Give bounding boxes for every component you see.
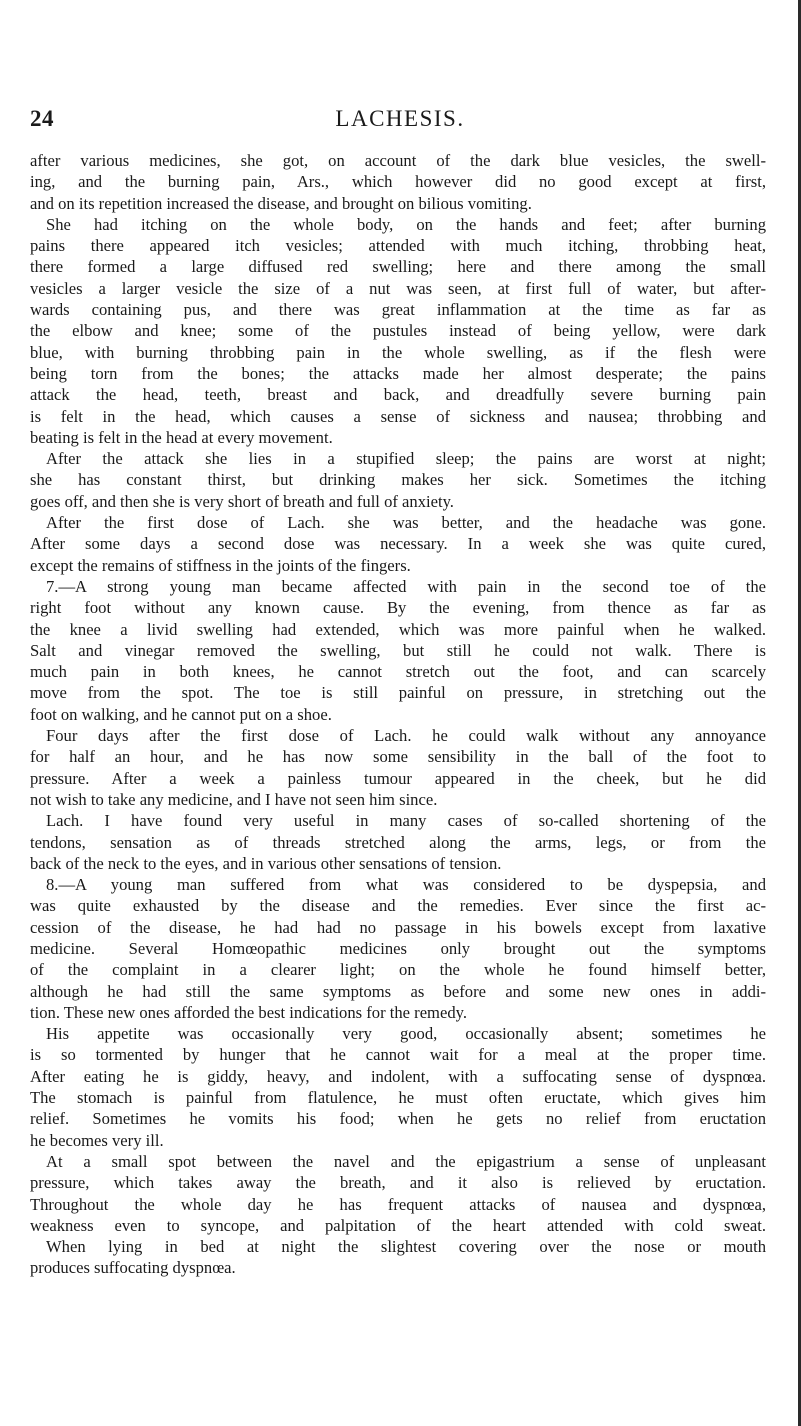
text-line: wards containing pus, and there was great inflammation at the time as far as [30, 300, 766, 320]
text-line: of the complaint in a clearer light; on the whole he found himself better, [30, 960, 766, 980]
text-line: the elbow and knee; some of the pustules instead of being yellow, were dark [30, 321, 766, 341]
text-line: goes off, and then she is very short of breath and full of anxiety. [30, 491, 454, 511]
text-line: weakness even to syncope, and palpitation of the heart attended with cold sweat. [30, 1215, 766, 1235]
text-line: pains there appeared itch vesicles; attended with much itching, throbbing heat, [30, 236, 766, 256]
text-line: being torn from the bones; the attacks made her almost desperate; the pains [30, 363, 766, 383]
text-line: After eating he is giddy, heavy, and indolent, with a suffocating sense of dyspnœa. [30, 1066, 766, 1086]
text-line: relief. Sometimes he vomits his food; when he gets no relief from eructation [30, 1109, 766, 1129]
text-line: after various medicines, she got, on account of the dark blue vesicles, the swell- [30, 151, 766, 170]
text-line: After some days a second dose was necessary. In a week she was quite cured, [30, 534, 766, 554]
text-line: much pain in both knees, he cannot stretch out the foot, and can scarcely [30, 662, 766, 682]
text-line: for half an hour, and he has now some sensibility in the ball of the foot to [30, 747, 766, 767]
text-line: vesicles a larger vesicle the size of a nut was seen, at first full of water, but after- [30, 278, 766, 298]
text-line: tion. These new ones afforded the best indications for the remedy. [30, 1002, 467, 1022]
text-line: he becomes very ill. [30, 1130, 164, 1150]
text-line: Four days after the first dose of Lach. he could walk without any annoyance [46, 726, 766, 746]
text-line: foot on walking, and he cannot put on a shoe. [30, 704, 332, 724]
text-line: right foot without any known cause. By the evening, from thence as far as [30, 598, 766, 618]
body-text [30, 150, 766, 1279]
text-line: not wish to take any medicine, and I have not seen him since. [30, 789, 438, 809]
text-line: 8.—A young man suffered from what was considered to be dyspepsia, and [46, 875, 766, 895]
text-line: the knee a livid swelling had extended, which was more painful when he walked. [30, 619, 766, 639]
text-line: she has constant thirst, but drinking makes her sick. Sometimes the itching [30, 470, 766, 490]
text-line: is so tormented by hunger that he cannot wait for a meal at the proper time. [30, 1045, 766, 1065]
text-line: ing, and the burning pain, Ars., which however did no good except at first, [30, 172, 766, 192]
text-line: The stomach is painful from flatulence, he must often eructate, which gives him [30, 1088, 766, 1108]
text-line: although he had still the same symptoms as before and some new ones in addi- [30, 981, 766, 1001]
text-line: beating is felt in the head at every movement. [30, 427, 333, 447]
text-line: 7.—A strong young man became affected with pain in the second toe of the [46, 576, 766, 596]
text-line: His appetite was occasionally very good, occasionally absent; sometimes he [46, 1024, 766, 1044]
text-line: produces suffocating dyspnœa. [30, 1258, 236, 1278]
text-line: At a small spot between the navel and the epigastrium a sense of unpleasant [46, 1151, 766, 1171]
text-line: move from the spot. The toe is still painful on pressure, in stretching out the [30, 683, 766, 703]
page-header [30, 106, 770, 140]
text-line: attack the head, teeth, breast and back, and dreadfully severe burning pain [30, 385, 766, 405]
text-line: pressure, which takes away the breath, and it also is relieved by eructation. [30, 1173, 766, 1193]
text-line: She had itching on the whole body, on the hands and feet; after burning [46, 214, 766, 234]
running-head: LACHESIS. [335, 106, 465, 131]
text-line: After the attack she lies in a stupified sleep; the pains are worst at night; [46, 449, 766, 469]
text-line: After the first dose of Lach. she was better, and the headache was gone. [46, 513, 766, 533]
text-line: Throughout the whole day he has frequent attacks of nausea and dyspnœa, [30, 1194, 766, 1214]
text-line: Salt and vinegar removed the swelling, but still he could not walk. There is [30, 640, 766, 660]
text-line: and on its repetition increased the disease, and brought on bilious vomiting. [30, 193, 532, 213]
text-line: pressure. After a week a painless tumour appeared in the cheek, but he did [30, 768, 766, 788]
text-line: was quite exhausted by the disease and the remedies. Ever since the first ac- [30, 896, 766, 916]
text-line: except the remains of stiffness in the joints of the fingers. [30, 555, 411, 575]
text-line: there formed a large diffused red swelling; here and there among the small [30, 257, 766, 277]
text-line: back of the neck to the eyes, and in various other sensations of tension. [30, 853, 502, 873]
text-line: tendons, sensation as of threads stretched along the arms, legs, or from the [30, 832, 766, 852]
text-line: blue, with burning throbbing pain in the whole swelling, as if the flesh were [30, 342, 766, 362]
text-line: cession of the disease, he had had no passage in his bowels except from laxative [30, 917, 766, 937]
text-line: is felt in the head, which causes a sense of sickness and nausea; throbbing and [30, 406, 766, 426]
text-line: Lach. I have found very useful in many cases of so-called shortening of the [46, 811, 766, 831]
text-line: medicine. Several Homœopathic medicines only brought out the symptoms [30, 938, 766, 958]
text-line: When lying in bed at night the slightest covering over the nose or mouth [46, 1237, 766, 1257]
page-number: 24 [30, 106, 54, 131]
